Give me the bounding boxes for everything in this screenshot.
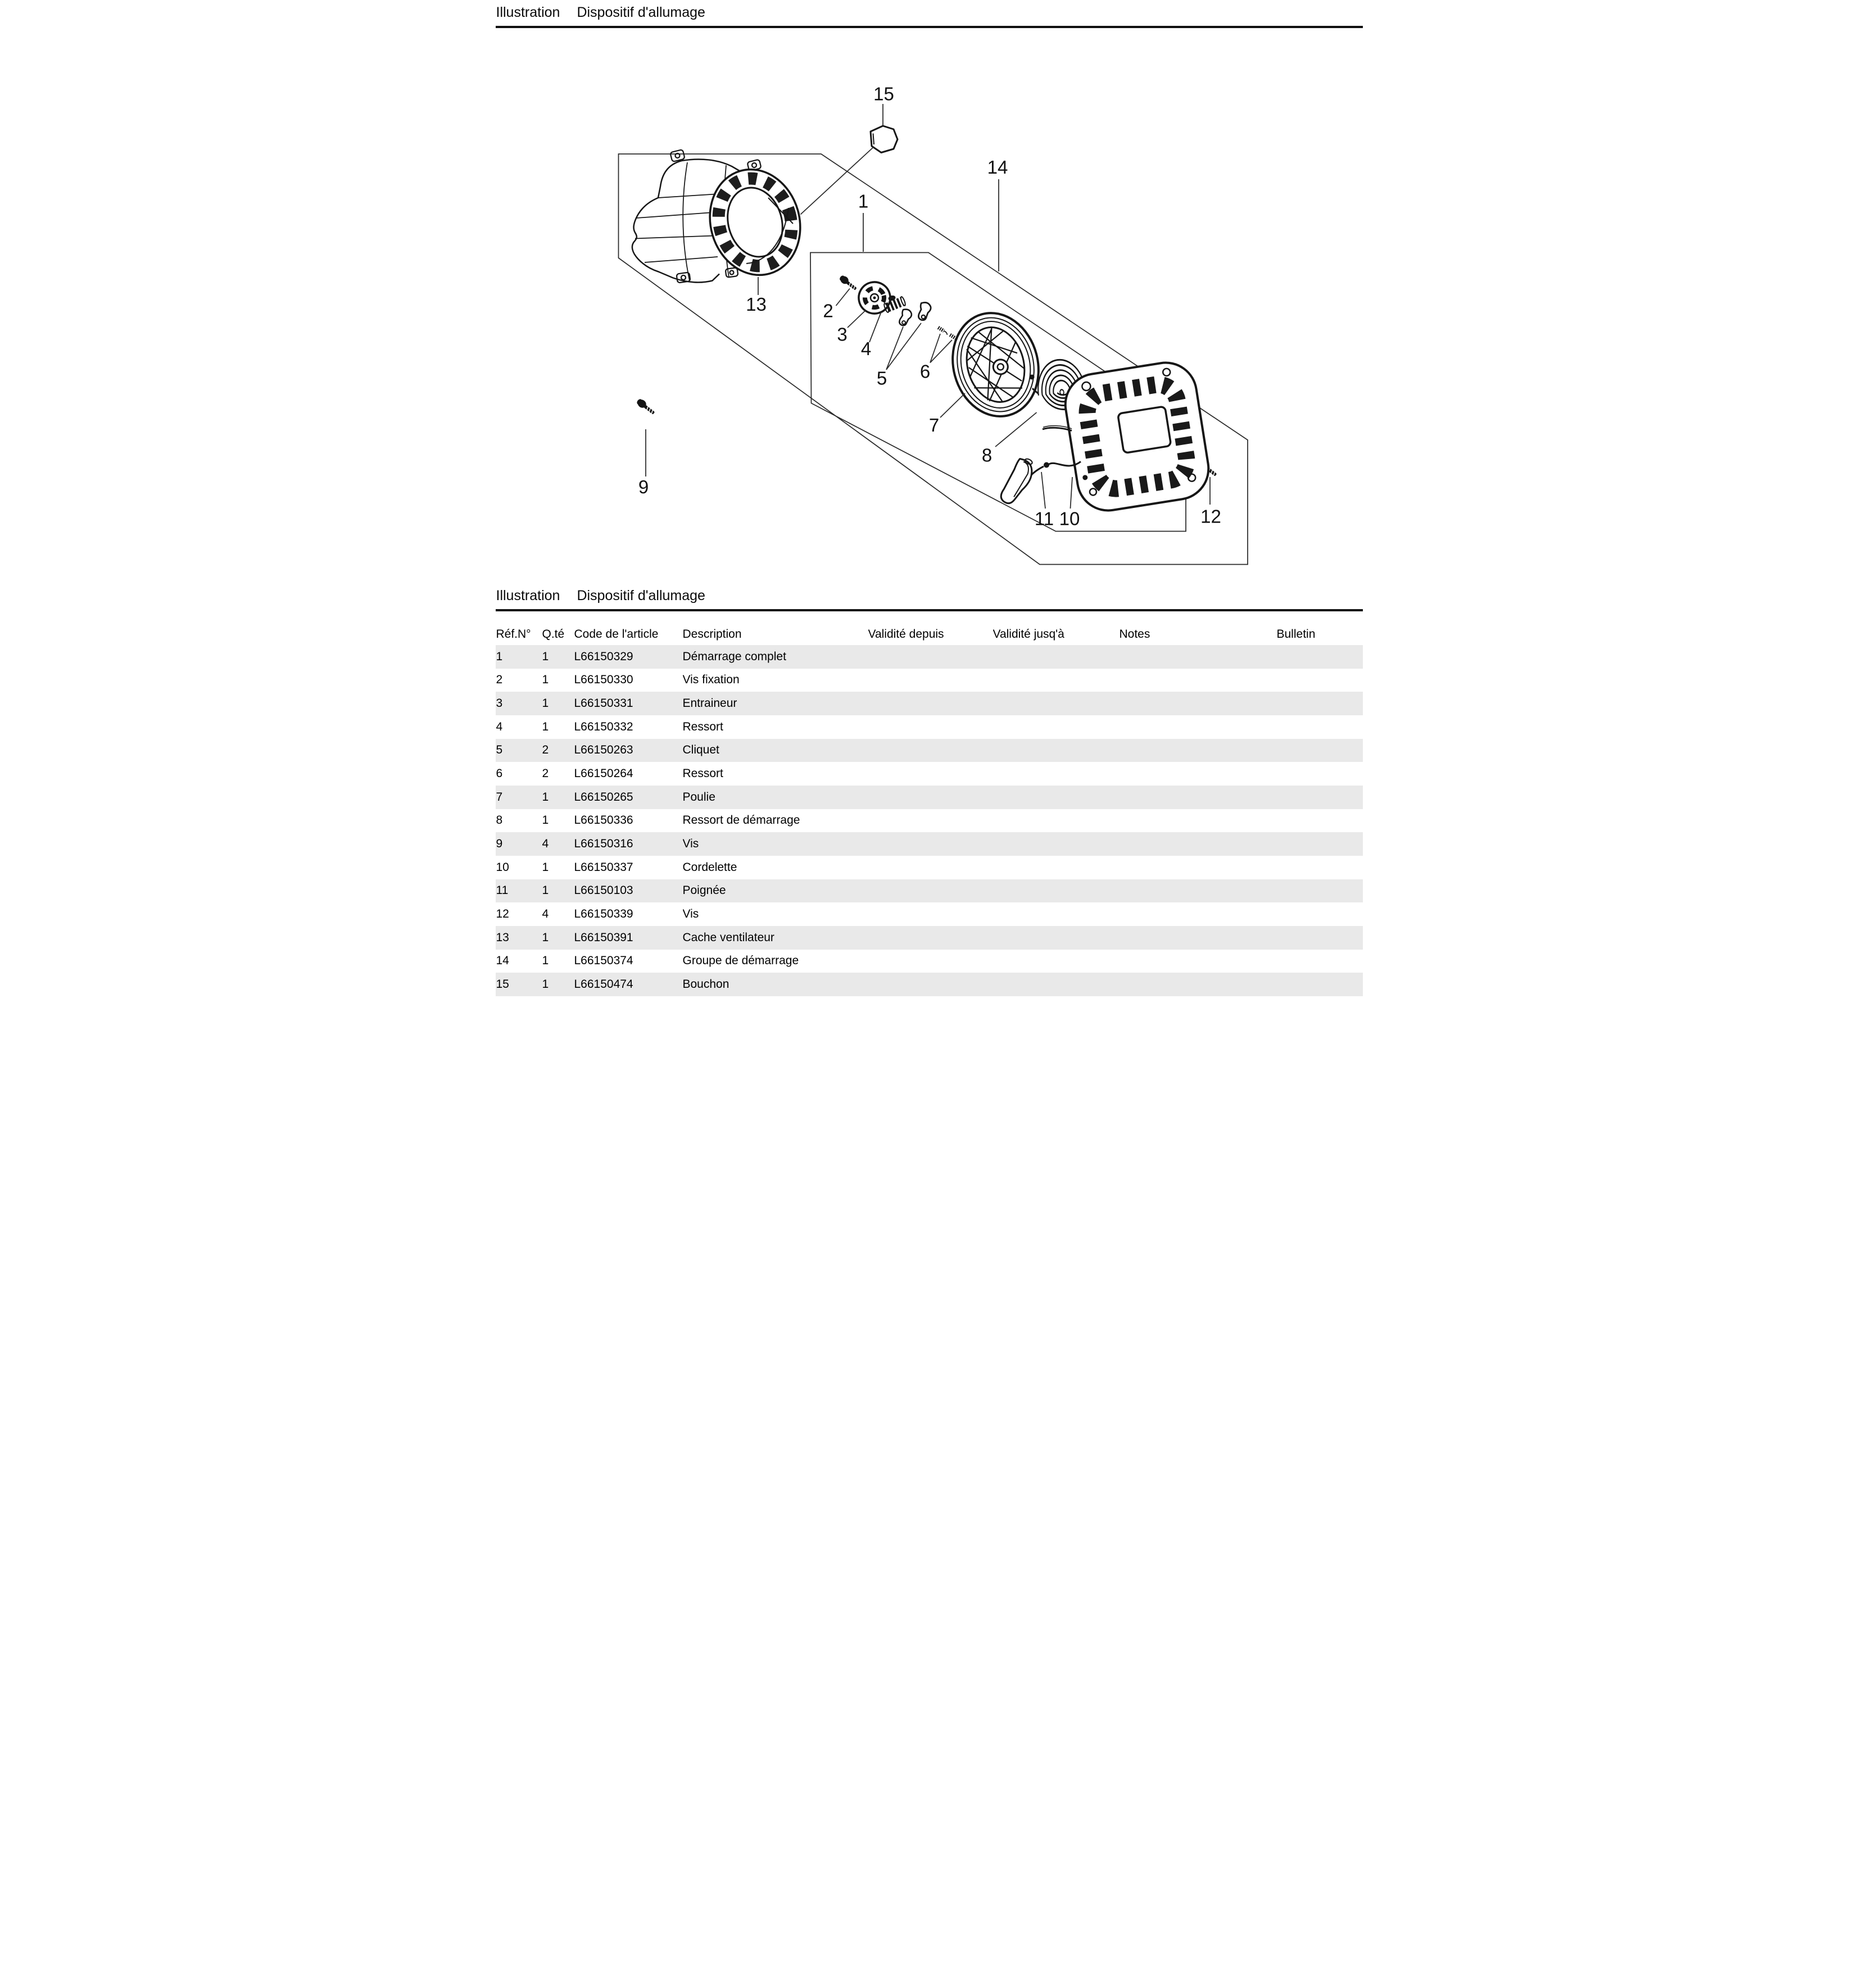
fan-cover-part — [632, 149, 812, 286]
cell-qty: 1 — [542, 884, 549, 897]
table-row — [496, 809, 1363, 833]
col-header-desc: Description — [682, 628, 742, 641]
cell-ref: 9 — [496, 837, 503, 851]
section-title — [496, 587, 1363, 611]
cell-ref: 7 — [496, 790, 503, 804]
cell-qty: 1 — [542, 954, 549, 968]
exploded-diagram — [465, 75, 1394, 581]
cell-ref: 12 — [496, 907, 509, 921]
cell-desc: Vis — [682, 837, 699, 851]
cell-code: L66150316 — [574, 837, 633, 851]
cell-ref: 5 — [496, 743, 503, 757]
cell-code: L66150336 — [574, 814, 633, 827]
cell-code: L66150474 — [574, 978, 633, 991]
cell-desc: Cache ventilateur — [682, 931, 774, 944]
col-header-valid-to: Validité jusq'à — [993, 628, 1064, 641]
parts-catalog-page — [465, 0, 1394, 996]
table-row — [496, 856, 1363, 879]
cell-code: L66150339 — [574, 907, 633, 921]
cell-desc: Ressort — [682, 767, 723, 780]
part-callout-5: 5 — [876, 367, 887, 389]
cell-ref: 11 — [496, 884, 509, 897]
cell-ref: 4 — [496, 720, 503, 733]
screw-part-9 — [635, 397, 656, 416]
table-header — [496, 626, 1363, 643]
cell-desc: Poignée — [682, 884, 726, 897]
cell-code: L66150337 — [574, 860, 633, 874]
section-title-label: Illustration — [496, 588, 560, 603]
part-callout-4: 4 — [860, 338, 871, 359]
table-row — [496, 902, 1363, 926]
parts-table — [496, 645, 1363, 996]
cell-desc: Vis fixation — [682, 673, 740, 687]
table-row — [496, 645, 1363, 669]
part-callout-3: 3 — [836, 324, 848, 345]
cell-qty: 2 — [542, 767, 549, 780]
starter-housing-part — [1061, 358, 1212, 515]
cell-desc: Bouchon — [682, 978, 729, 991]
table-row — [496, 926, 1363, 950]
cell-ref: 1 — [496, 650, 503, 663]
part-callout-15: 15 — [873, 83, 894, 105]
page-title-name: Dispositif d'allumage — [577, 4, 705, 20]
ignition-device-illustration — [465, 75, 1394, 581]
handle-part — [999, 455, 1037, 508]
pawl-part-5a — [898, 308, 913, 327]
cell-qty: 1 — [542, 697, 549, 710]
table-row — [496, 762, 1363, 786]
table-row — [496, 973, 1363, 996]
cell-code: L66150391 — [574, 931, 633, 944]
fixing-screw-part-2 — [838, 274, 858, 292]
cell-qty: 1 — [542, 860, 549, 874]
part-callout-13: 13 — [745, 294, 767, 315]
cell-desc: Cordelette — [682, 860, 737, 874]
cell-code: L66150374 — [574, 954, 633, 968]
part-callout-14: 14 — [987, 157, 1008, 178]
cell-ref: 14 — [496, 954, 509, 968]
section-title-name: Dispositif d'allumage — [577, 588, 705, 603]
cell-code: L66150264 — [574, 767, 633, 780]
cell-desc: Groupe de démarrage — [682, 954, 799, 968]
cell-ref: 6 — [496, 767, 503, 780]
cell-qty: 1 — [542, 673, 549, 687]
cell-qty: 2 — [542, 743, 549, 757]
driver-part — [855, 278, 898, 317]
cell-qty: 1 — [542, 650, 549, 663]
cell-qty: 4 — [542, 837, 549, 851]
cell-code: L66150263 — [574, 743, 633, 757]
pawl-spring-part-6a — [937, 327, 948, 334]
page-title-label: Illustration — [496, 4, 560, 20]
col-header-notes: Notes — [1119, 628, 1150, 641]
col-header-qty: Q.té — [542, 628, 565, 641]
cell-code: L66150330 — [574, 673, 633, 687]
pawl-part-5b — [917, 302, 931, 321]
cell-desc: Entraineur — [682, 697, 737, 710]
cell-ref: 13 — [496, 931, 509, 944]
cell-qty: 1 — [542, 790, 549, 804]
cell-code: L66150103 — [574, 884, 633, 897]
part-callout-8: 8 — [981, 444, 992, 466]
cap-part — [871, 126, 898, 153]
cell-desc: Ressort de démarrage — [682, 814, 800, 827]
part-callout-9: 9 — [638, 476, 649, 497]
cell-desc: Ressort — [682, 720, 723, 733]
cell-ref: 8 — [496, 814, 503, 827]
cell-ref: 3 — [496, 697, 503, 710]
part-callout-6: 6 — [919, 361, 930, 382]
page-title — [496, 3, 1363, 28]
part-callout-7: 7 — [928, 415, 939, 435]
cell-code: L66150331 — [574, 697, 633, 710]
part-callout-12: 12 — [1200, 506, 1221, 527]
table-row — [496, 786, 1363, 809]
cell-qty: 1 — [542, 931, 549, 944]
table-row — [496, 715, 1363, 739]
cell-desc: Cliquet — [682, 743, 719, 757]
table-row — [496, 669, 1363, 692]
table-row — [496, 692, 1363, 715]
pulley-part — [941, 303, 1049, 426]
cell-desc: Poulie — [682, 790, 715, 804]
cell-ref: 10 — [496, 860, 509, 874]
cell-ref: 15 — [496, 978, 509, 991]
table-row — [496, 950, 1363, 973]
cell-code: L66150332 — [574, 720, 633, 733]
cell-code: L66150265 — [574, 790, 633, 804]
table-row — [496, 739, 1363, 762]
cell-desc: Vis — [682, 907, 699, 921]
cell-desc: Démarrage complet — [682, 650, 786, 663]
col-header-bulletin: Bulletin — [1276, 628, 1316, 641]
table-row — [496, 832, 1363, 856]
part-callout-10: 10 — [1059, 508, 1080, 529]
cell-qty: 1 — [542, 814, 549, 827]
cell-qty: 4 — [542, 907, 549, 921]
part-callout-1: 1 — [858, 190, 868, 212]
table-row — [496, 879, 1363, 903]
cell-ref: 2 — [496, 673, 503, 687]
col-header-ref: Réf.N° — [496, 628, 531, 641]
spring-hook-detail — [1029, 375, 1034, 380]
col-header-valid-from: Validité depuis — [868, 628, 944, 641]
cell-qty: 1 — [542, 978, 549, 991]
cell-code: L66150329 — [574, 650, 633, 663]
col-header-code: Code de l'article — [574, 628, 659, 641]
cell-qty: 1 — [542, 720, 549, 733]
part-callout-2: 2 — [822, 300, 833, 321]
part-callout-11: 11 — [1034, 508, 1054, 529]
